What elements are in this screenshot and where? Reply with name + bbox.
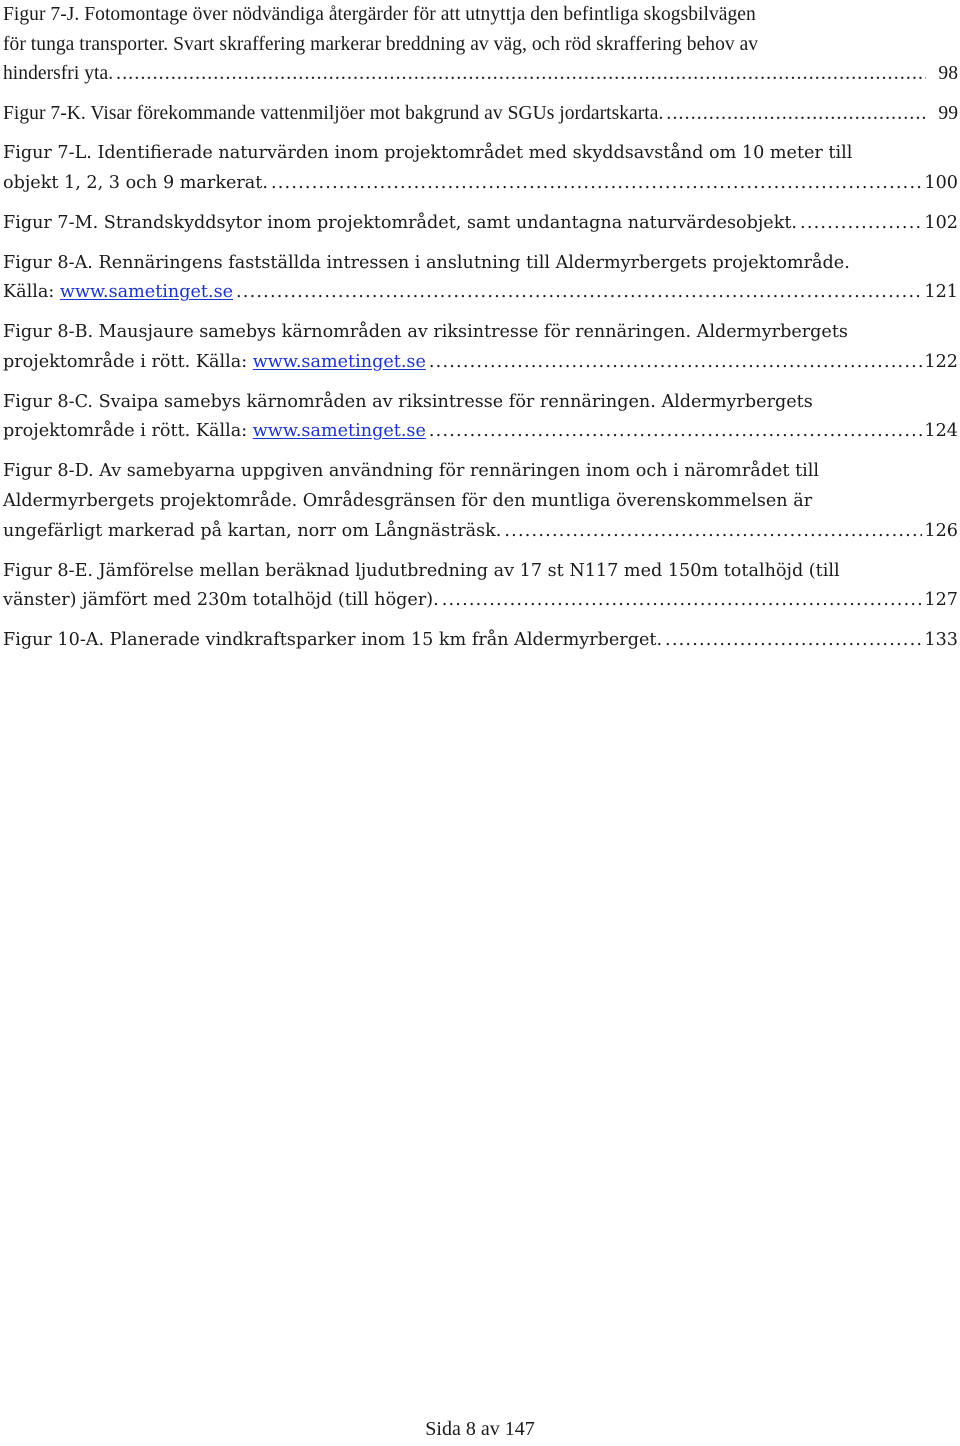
toc-dot-leader [271,169,922,199]
page-footer [0,1418,960,1441]
toc-page-number[interactable]: 122 [924,351,958,372]
page-number-label: Sida 8 av 147 [425,1418,535,1440]
toc-page-number[interactable]: 98 [938,63,958,85]
toc-dot-leader [665,626,922,656]
toc-entry-last-line [3,348,958,378]
toc-entry-last-line [3,626,958,656]
toc-dot-leader [429,417,923,447]
toc-entry-figur-7-m[interactable] [3,209,958,239]
toc-entry-prefix: projektområde i rött. Källa: [3,351,253,372]
toc-entry-last-line [3,417,958,447]
toc-entry-text: Figur 7-K. Visar förekommande vattenmiljöer mot bakgrund av SGUs jordartskarta. [3,103,664,125]
sametinget-link[interactable]: www.sametinget.se [252,351,426,372]
toc-dot-leader [236,278,922,308]
toc-entry-figur-8-a[interactable] [3,249,958,308]
toc-dot-leader [116,59,926,89]
toc-entry-figur-8-b[interactable] [3,318,958,377]
toc-entry-line: Figur 8-E. Jämförelse mellan beräknad ljudutbredning av 17 st N117 med 150m totalhöjd (till [3,560,840,581]
toc-entry-figur-8-c[interactable] [3,388,958,447]
toc-entry-line: Figur 7-J. Fotomontage över nödvändiga återgärder för att utnyttja den befintliga skogsbilvägen [3,4,756,25]
toc-entry-text [3,278,233,308]
toc-entry-figur-8-e[interactable] [3,557,958,616]
toc-entry-last-line [3,169,958,199]
toc-page-number[interactable]: 100 [924,172,958,193]
toc-entry-last-line [3,99,958,129]
toc-dot-leader [504,517,922,547]
toc-page-number[interactable]: 126 [924,520,958,541]
toc-dot-leader [666,99,926,129]
toc-entry-line: Figur 8-A. Rennäringens fastställda intressen i anslutning till Aldermyrbergets projektområde. [3,252,850,273]
toc-page-number[interactable]: 133 [924,630,958,651]
toc-entry-text: Figur 7-M. Strandskyddsytor inom projektområdet, samt undantagna naturvärdesobjekt. [3,212,798,233]
toc-entry-figur-7-l[interactable] [3,139,958,198]
toc-entry-line: Figur 7-L. Identifierade naturvärden inom projektområdet med skyddsavstånd om 10 meter till [3,143,853,164]
toc-entry-figur-7-k[interactable] [3,99,958,129]
toc-page-number[interactable]: 121 [924,282,958,303]
toc-entry-prefix: projektområde i rött. Källa: [3,421,253,442]
toc-entry-last-line [3,586,958,616]
toc-entry-line: Figur 8-B. Mausjaure samebys kärnområden av riksintresse för rennäringen. Aldermyrbergets [3,322,848,343]
toc-entry-text: objekt 1, 2, 3 och 9 markerat. [3,172,268,193]
toc-entry-last-line [3,278,958,308]
list-of-figures [3,0,958,666]
sametinget-link[interactable]: www.sametinget.se [59,282,234,303]
toc-entry-line: för tunga transporter. Svart skraffering markerar breddning av väg, och röd skraffering behov av [3,33,759,55]
toc-dot-leader [429,348,923,378]
toc-page-number[interactable]: 124 [924,421,958,442]
toc-dot-leader [442,586,923,616]
toc-page-number[interactable]: 102 [924,212,958,233]
toc-entry-figur-8-d[interactable] [3,457,958,546]
toc-entry-line: Aldermyrbergets projektområde. Områdesgränsen för den muntliga överenskommelsen är [3,491,813,512]
toc-page-number[interactable]: 127 [924,590,958,611]
toc-entry-figur-10-a[interactable] [3,626,958,656]
toc-dot-leader [800,209,922,239]
toc-entry-text [3,348,426,378]
toc-entry-last-line [3,517,958,547]
toc-entry-text: ungefärligt markerad på kartan, norr om Långnästräsk. [3,520,502,541]
toc-entry-prefix: Källa: [3,282,60,303]
toc-entry-text: hindersfri yta. [3,63,114,85]
toc-entry-line: Figur 8-C. Svaipa samebys kärnområden av riksintresse för rennäringen. Aldermyrbergets [3,391,813,412]
toc-entry-line: Figur 8-D. Av samebyarna uppgiven användning för rennäringen inom och i närområdet till [3,461,820,482]
toc-entry-text: vänster) jämfört med 230m totalhöjd (till höger). [3,590,439,611]
sametinget-link[interactable]: www.sametinget.se [252,421,426,442]
toc-entry-text [3,417,426,447]
toc-entry-text: Figur 10-A. Planerade vindkraftsparker inom 15 km från Aldermyrberget. [3,630,663,651]
toc-page-number[interactable]: 99 [938,103,958,125]
toc-entry-last-line [3,209,958,239]
toc-entry-figur-7-j[interactable] [3,0,958,89]
toc-entry-last-line [3,59,958,89]
